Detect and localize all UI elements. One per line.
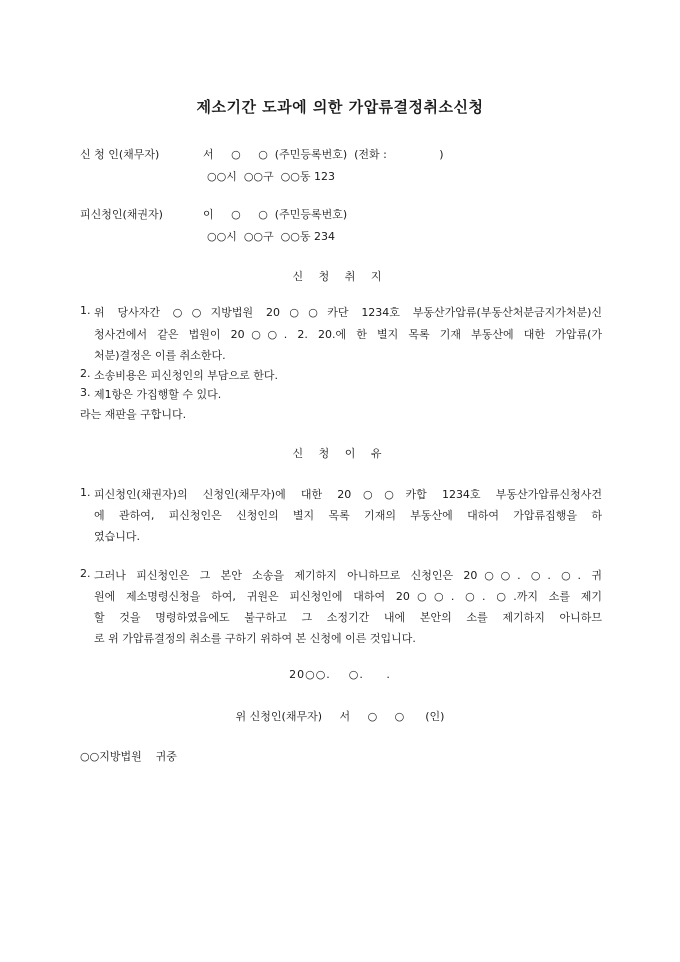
reasons-item-2-line-3: 할 것을 명령하였음에도 불구하고 그 소정기간 내에 본안의 소를 제기하지 아니하므 (94, 611, 602, 624)
purpose-item-2-line-1: 소송비용은 피신청인의 부담으로 한다. (94, 369, 279, 382)
court-addressee: ○○지방법원 귀중 (80, 750, 177, 763)
respondent-label: 피신청인(채권자) (80, 208, 163, 221)
purpose-closing: 라는 재판을 구합니다. (80, 408, 187, 421)
reasons-item-1-line-3: 였습니다. (94, 530, 141, 543)
purpose-item-3-line-1: 제1항은 가집행할 수 있다. (94, 388, 222, 401)
purpose-item-1-line-2: 청사건에서 같은 법원이 20○○. 2. 20.에 한 별지 목록 기재 부동산에 대한 가압류(가 (94, 328, 602, 341)
purpose-item-1-number: 1. (80, 304, 91, 317)
reasons-heading: 신 청 이 유 (292, 447, 388, 460)
reasons-item-1-line-1: 피신청인(채권자)의 신청인(채무자)에 대한 20○○카합 1234호 부동산가압류신청사건 (94, 488, 602, 501)
reasons-item-2-line-4: 로 위 가압류결정의 취소를 구하기 위하여 본 신청에 이른 것입니다. (94, 632, 416, 645)
applicant-label: 신 청 인(채무자) (80, 148, 160, 161)
applicant-address: ○○시 ○○구 ○○동 123 (207, 170, 335, 183)
respondent-address: ○○시 ○○구 ○○동 234 (207, 230, 335, 243)
reasons-item-2-number: 2. (80, 567, 91, 580)
purpose-item-1-line-1: 위 당사자간 ○○지방법원 20○○카단 1234호 부동산가압류(부동산처분금지가처분)신 (94, 306, 602, 319)
purpose-heading: 신 청 취 지 (292, 270, 388, 283)
document-date: 20○○. ○. . (289, 668, 391, 681)
purpose-item-3-number: 3. (80, 386, 91, 399)
applicant-signature: 위 신청인(채무자) 서 ○ ○ (인) (235, 710, 445, 723)
reasons-item-2-line-1: 그러나 피신청인은 그 본안 소송을 제기하지 아니하므로 신청인은 20○○. ○. ○. 귀 (94, 569, 602, 582)
purpose-item-1-line-3: 처분)결정은 이를 취소한다. (94, 349, 226, 362)
document-title: 제소기간 도과에 의한 가압류결정취소신청 (196, 98, 484, 116)
reasons-item-1-number: 1. (80, 486, 91, 499)
reasons-item-2-line-2: 원에 제소명령신청을 하여, 귀원은 피신청인에 대하여 20○○. ○. ○.까지 소를 제기 (94, 590, 602, 603)
applicant-name-line: 서 ○ ○ (주민등록번호) (전화 : ) (203, 148, 444, 161)
respondent-name-line: 이 ○ ○ (주민등록번호) (203, 208, 348, 221)
reasons-item-1-line-2: 에 관하여, 피신청인은 신청인의 별지 목록 기재의 부동산에 대하여 가압류집행을 하 (94, 509, 602, 522)
purpose-item-2-number: 2. (80, 367, 91, 380)
